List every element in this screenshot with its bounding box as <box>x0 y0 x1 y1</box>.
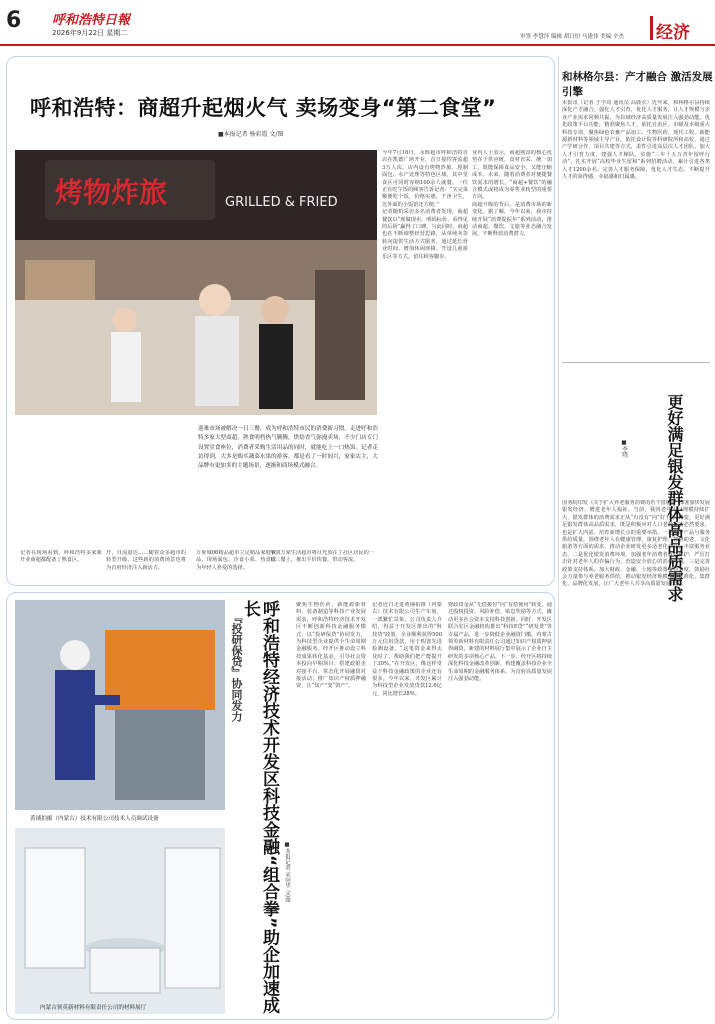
article2-caption-1: 黄铺拍摄（内蒙古）技术有限公司技术人员调试设备 <box>30 816 159 822</box>
article1-caption <box>198 425 378 471</box>
article1-column-c <box>382 150 468 582</box>
right-article2-headline: 更好满足银发群体高品质需求 <box>665 394 684 602</box>
article1-lead: 迎难市场被解决一日三餐，成为呼和浩特市民的消费新习惯。走进呼和浩特多家大型商超，熟食明档热气腾腾，烘焙香气弥漫卖场，不少门店专门设置堂食座位，消费者采购生活用品的同时，就能吃上一口热饭。记者走访得到，大多是购买蔬菜水果的游客，都是看了一时间兴，家家店主，大品牌有更加多的主题场景，逐渐和商场模式融合。 <box>198 426 378 470</box>
article2-column-2: 记者近日走进黄铺拍摄（内蒙古）技术有限公司生产车间，一派繁忙景象。公司负责人介绍，得益于开发区推出的“科技贷”政策，企业顺利获得500万元信用贷款，用于购置先进检测设备。“这笔资金来得太及时了，帮助我们把产能提升了30%。”在开发区，像这样受益于科技金融政策的企业还有很多。今年以来，开发区累计为科技型企业发放贷款12.6亿元，同比增长28%。 <box>372 602 442 697</box>
article1-byline: ■本报记者 杨彩霞 文/图 <box>218 131 284 138</box>
issue-date: 2026年9月22日 星期二 <box>52 29 128 37</box>
right-article1-body: 本报讯（记者 于学周 通讯员 高鹿衣）近年来，和林格尔县持续深化产才融合，强化人才引育，优化人才服务，让人才规模与企业产业需求同频共振，为县域经济高质量发展注入强劲动能。优化政策平台功能，精准聚焦人才。依托自治区、市级及本级重大科技专项，聚焦绿色农畜产品加工、生物医药、现代工程、新能源新材料等领域主导产业，依托设计院等科研院所和高校，通过产学研合作、项目共建等方式，柔性引进高层次人才团队。加大人才引育力度，建强人才梯队。实施“三年十五万青年留呼行动”，扎实开展“高校毕业生留和”系列招聘活动，累计引进各类人才1200余名。完善人才服务保障，优化人才生态，不断提升人才的获得感、幸福感和归属感。 <box>562 100 710 181</box>
right-article2-body: 国务院印发《关于扩大养老服务消费的若干措施》，部署加快发展银发经济、增进老年人福祉。当前，我国老年人口规模持续扩大，银发群体的消费需求正从“有没有”向“好不好”转变。更好满足银发群体高品质需求，既是积极应对人口老龄化的必然要求，也是扩大内需、培育新增长点的重要举措。一是提升产品与服务供给质量。围绕老年人在健康管理、康复护理、智慧助老、文化旅游等方面的需求，推动企业研发更多适老化产品，丰富服务业态。二是优化银发消费环境。加强老年消费者权益保护，严厉打击针对老年人的诈骗行为，营造安全放心的消费环境。三是完善政策支持体系。加大财政、金融、土地等政策支持力度，鼓励社会力量参与养老服务供给，推动银发经济规模化、标准化、集群化、品牌化发展，让广大老年人共享高质量发展成果。 <box>562 500 710 588</box>
article2-headline: 呼和浩特经济技术开发区科技金融“组合拳”助企加速成长 <box>240 600 279 1014</box>
svg-text:烤物炸旅: 烤物炸旅 <box>55 176 168 209</box>
right-article2-byline: ■李晓 <box>621 440 627 457</box>
article1-para-b: 今年7月16日，永辉超市呼和浩特首店在凯德广场开业，首日接待客流超3万人次。店内设有烤物炸旅、现制面包、水产处理等特色区域，其中堂食区可同时容纳100余人就餐。一位正在吃午饭的顾客告诉记者：“买完菜顺便吃个饭，价格实惠，干净卫生，比外面的小饭馆还方便。” <box>382 150 468 208</box>
article2-photo-workshop <box>15 600 225 810</box>
supermarket-photo <box>15 150 377 415</box>
editor-credits: 审签 李慧萍 编辑 胡日恒 马建伟 美编 辛杰 <box>520 34 624 40</box>
article1-para-d: 业内人士表示，商超熟食的核心优势在于供应链，食材直采、统一加工，既能保障食品安全，又能压缩成本。未来，随着消费者对便捷餐饮需求的增长，“商超+餐饮”的融合模式或将成为零售业转型的重要方向。 <box>472 150 552 201</box>
article2-column-1: 聚焦生物医药、新能源新材料、装备制造等科技产业发展需求，呼和浩特经济技术开发区不断创新科技金融服务模式，以“投研保贷”协同发力，为科技型企业提供全生命周期金融服务。经开区推动设立科技成果转化基金，引导社会资本投向早期项目；搭建政银企对接平台，常态化开展融资对接活动；推广知识产权质押融资，让“知产”变“资产”。 <box>296 602 366 690</box>
article1-headline: 呼和浩特：商超升起烟火气 卖场变身“第二食堂” <box>30 96 497 120</box>
workshop-photo <box>15 600 225 810</box>
header-rule <box>0 44 715 46</box>
article1-column-b2: 开，日流量达……随着众多超市的转型升级，这些新的消费场景也将为首府经济注入新活力。 <box>106 550 186 571</box>
section-title: 经济 <box>656 23 690 43</box>
article2-caption-2: 内蒙古领英新材料有限责任公司的材料展厅 <box>40 1005 147 1011</box>
showroom-photo <box>15 828 225 1014</box>
article1-photo <box>15 150 377 415</box>
article1-column-b1: 记者在现场看到，呼和浩特多家新开业商超都配备了熟食区。 <box>20 550 102 564</box>
right-article1-headline: 和林格尔县：产才融合 激活发展引擎 <box>562 71 713 98</box>
page-number: 6 <box>6 8 22 33</box>
article2-photo-showroom <box>15 828 225 1014</box>
right-divider <box>562 362 710 363</box>
svg-text:GRILLED & FRIED: GRILLED & FRIED <box>225 195 338 210</box>
column-separator <box>558 56 559 1020</box>
newspaper-logo: 呼和浩特日報 <box>52 13 131 28</box>
article1-column-d <box>472 150 552 582</box>
article1-para-e: 商超升级的背后，是消费市场的新变化。据了解，今年以来，我市持续开展“消费提振年”系列活动，推动商超、餐饮、文旅等业态融合发展，不断释放消费潜力。 <box>472 201 552 238</box>
article2-column-3: 财政资金从“无偿拨付”向“有偿使用”转变，通过股权投资、风险补偿、贴息奖励等方式，撬动更多社会资本支持科技创新。同时，开发区联合驻区金融机构推出“科技E贷”“研发贷”等专属产品，进一步降低企业融资门槛。内蒙古领英新材料有限责任公司通过知识产权质押获得融资，新建的材料展厅集中展示了企业自主研发的多项核心产品。下一步，经开区将持续深化科技金融改革创新，构建覆盖科技企业全生命周期的金融服务体系，为首府高质量发展注入强劲动能。 <box>448 602 552 683</box>
article1-para-c: 记者随机采访多名消费者发现，商超餐饮以“现做现卖、明码标价、看得见的后厨”赢得了口碑。与此同时，商超也在不断调整经营思路，从单纯卖货转向提供生活方式服务，通过延长营业时间、增加休闲座椅、开设儿童游乐区等方式，留住顾客脚步。 <box>382 209 468 260</box>
article1-column-b4: 华润万家生活超市将目光放在了社区居民的一日三餐上，推出平价快餐，带动客流。 <box>270 550 374 564</box>
article2-tagline: 『投研保贷』协同发力 <box>230 612 243 722</box>
article2-byline: ■本报记者 宋向华 文/图 <box>284 842 290 903</box>
section-marker <box>650 16 653 40</box>
article1-column-b3: 万象城06精品超市立足精品家庭食品，现场面包、冷食小菜、热食成为年轻人喜爱的选择。 <box>196 550 276 571</box>
